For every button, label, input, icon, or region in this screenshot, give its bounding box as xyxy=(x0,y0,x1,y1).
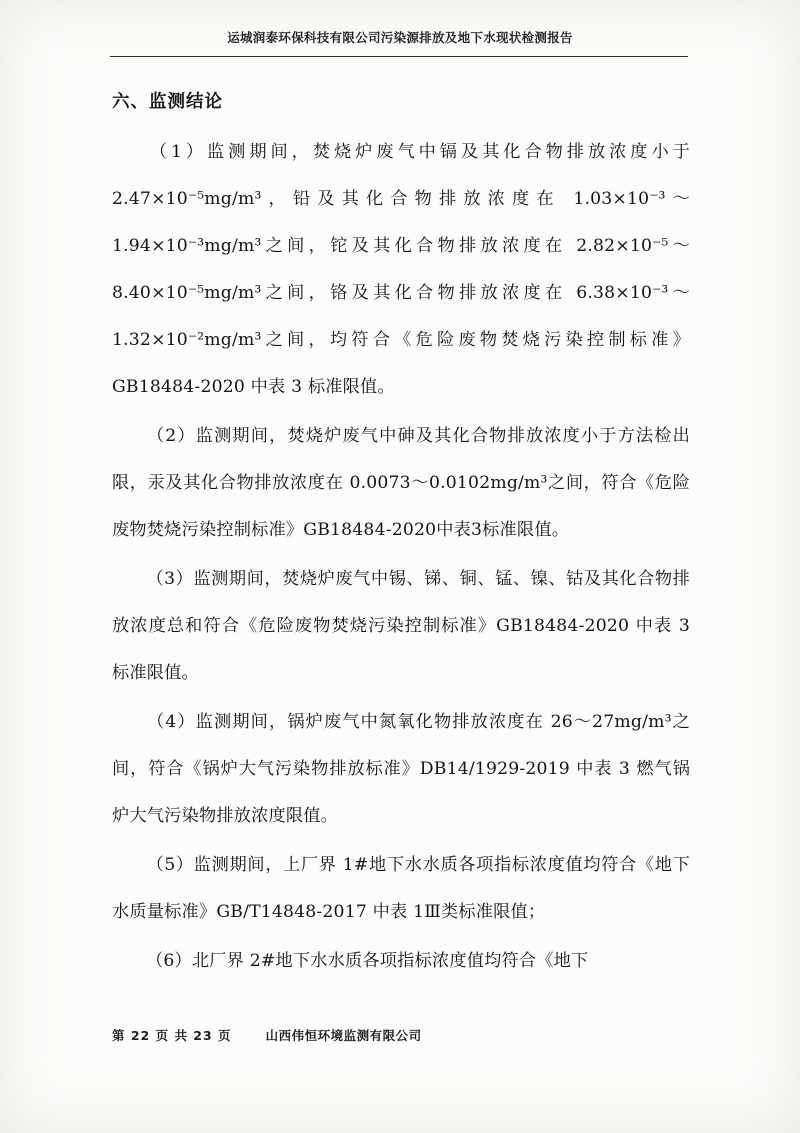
paragraph-4 xyxy=(112,699,690,840)
paragraph-2 xyxy=(112,413,690,554)
paragraph-5 xyxy=(112,842,690,936)
paragraph-6 xyxy=(112,938,690,985)
paragraph-text: （4）监测期间，锅炉废气中氮氧化物排放浓度在 26～27mg/m³之间，符合《锅炉大气污染物排放标准》DB14/1929-2019 中表 3 燃气锅炉大气污染物排放浓度限值。 xyxy=(112,712,690,826)
paragraph-1 xyxy=(112,129,690,411)
paragraph-text: （5）监测期间，上厂界 1#地下水水质各项指标浓度值均符合《地下水质量标准》GB/T14848-2017 中表 1Ⅲ类标准限值； xyxy=(112,855,690,922)
section-heading: 六、监测结论 xyxy=(112,92,223,112)
paragraph-text: （6）北厂界 2#地下水水质各项指标浓度值均符合《地下 xyxy=(146,951,589,971)
page-header-title: 运城润泰环保科技有限公司污染源排放及地下水现状检测报告 xyxy=(227,30,573,45)
paragraph-3 xyxy=(112,556,690,697)
page-content xyxy=(112,80,690,987)
paragraph-text: （2）监测期间，焚烧炉废气中砷及其化合物排放浓度小于方法检出限，汞及其化合物排放浓度在 0.0073～0.0102mg/m³之间，符合《危险废物焚烧污染控制标准》GB18484-2020中表3标准限值。 xyxy=(112,426,690,540)
header-divider xyxy=(110,56,688,57)
page-footer xyxy=(112,1026,690,1044)
page-number: 第 22 页 共 23 页 xyxy=(112,1028,232,1043)
footer-company-name: 山西伟恒环境监测有限公司 xyxy=(265,1028,422,1043)
paragraph-text: （1）监测期间，焚烧炉废气中镉及其化合物排放浓度小于 2.47×10⁻⁵mg/m³，铅及其化合物排放浓度在 1.03×10⁻³～1.94×10⁻³mg/m³之间，铊及其化合物排放浓度在 2.82×10⁻⁵～8.40×10⁻⁵mg/m³之间，铬及其化合物排放浓度在 6.38×10⁻³～1.32×10⁻²mg/m³之间，均符合《危险废物焚烧污染控制标准》GB18484-2020 中表 3 标准限值。 xyxy=(112,142,690,397)
paragraph-text: （3）监测期间，焚烧炉废气中锡、锑、铜、锰、镍、钴及其化合物排放浓度总和符合《危险废物焚烧污染控制标准》GB18484-2020 中表 3 标准限值。 xyxy=(112,569,690,683)
